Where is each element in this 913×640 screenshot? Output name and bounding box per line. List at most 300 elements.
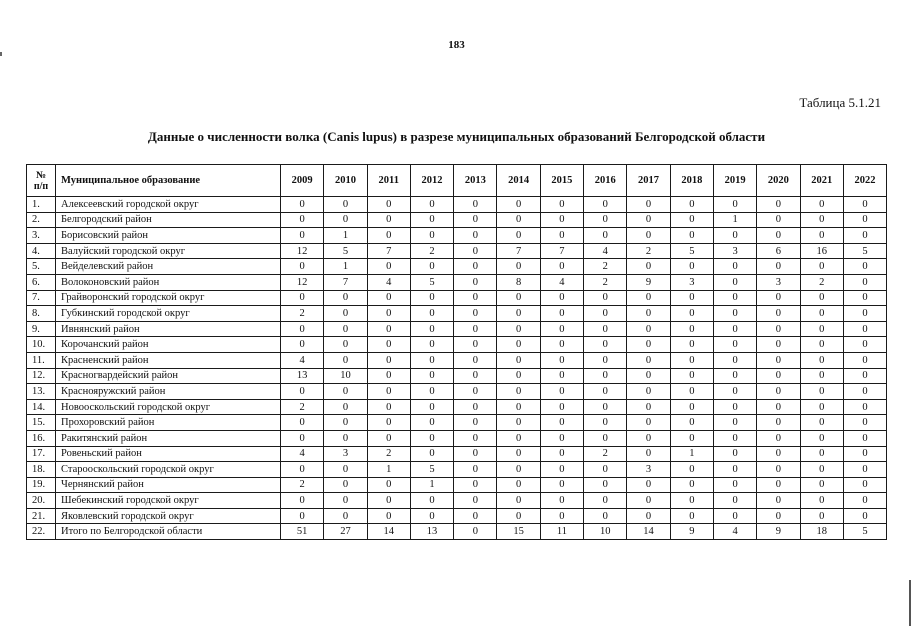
- row-value: 0: [410, 228, 453, 244]
- row-value: 0: [843, 399, 886, 415]
- row-value: 0: [410, 493, 453, 509]
- row-value: 0: [497, 477, 540, 493]
- row-value: 0: [800, 384, 843, 400]
- row-number: 17.: [27, 446, 56, 462]
- table-row: [27, 524, 887, 540]
- row-value: 9: [670, 524, 713, 540]
- row-value: 4: [540, 274, 583, 290]
- row-value: 0: [410, 337, 453, 353]
- row-value: 0: [843, 290, 886, 306]
- row-value: 0: [627, 306, 670, 322]
- row-value: 0: [627, 446, 670, 462]
- row-value: 0: [843, 493, 886, 509]
- row-value: 51: [281, 524, 324, 540]
- row-value: 0: [713, 446, 756, 462]
- row-value: 0: [454, 493, 497, 509]
- row-value: 0: [367, 228, 410, 244]
- row-value: 0: [843, 274, 886, 290]
- row-value: 0: [281, 337, 324, 353]
- row-municipality: Ракитянский район: [56, 430, 281, 446]
- row-value: 2: [281, 306, 324, 322]
- table-row: [27, 399, 887, 415]
- row-value: 0: [713, 430, 756, 446]
- row-value: 0: [627, 337, 670, 353]
- row-value: 5: [670, 243, 713, 259]
- row-value: 0: [670, 384, 713, 400]
- row-value: 0: [670, 399, 713, 415]
- row-number: 1.: [27, 197, 56, 213]
- row-number: 13.: [27, 384, 56, 400]
- row-value: 0: [367, 368, 410, 384]
- row-value: 0: [324, 212, 367, 228]
- header-municipality: Муниципальное образование: [56, 165, 281, 197]
- row-value: 0: [627, 352, 670, 368]
- row-value: 0: [713, 462, 756, 478]
- row-value: 9: [757, 524, 800, 540]
- table-row: [27, 477, 887, 493]
- row-value: 0: [627, 228, 670, 244]
- table-row: [27, 259, 887, 275]
- row-value: 0: [497, 337, 540, 353]
- row-value: 0: [713, 259, 756, 275]
- row-value: 0: [757, 462, 800, 478]
- row-value: 2: [584, 274, 627, 290]
- table-row: [27, 337, 887, 353]
- row-value: 0: [584, 493, 627, 509]
- row-value: 2: [800, 274, 843, 290]
- row-municipality: Ровеньский район: [56, 446, 281, 462]
- row-value: 0: [540, 212, 583, 228]
- row-value: 0: [713, 337, 756, 353]
- row-value: 0: [584, 212, 627, 228]
- row-value: 0: [800, 197, 843, 213]
- row-value: 0: [800, 212, 843, 228]
- row-number: 22.: [27, 524, 56, 540]
- row-value: 0: [627, 508, 670, 524]
- row-value: 0: [584, 197, 627, 213]
- scan-artifact-left: [0, 52, 2, 56]
- row-value: 0: [843, 430, 886, 446]
- row-value: 0: [454, 352, 497, 368]
- row-value: 0: [367, 477, 410, 493]
- row-value: 0: [454, 228, 497, 244]
- row-value: 0: [367, 508, 410, 524]
- row-value: 0: [670, 508, 713, 524]
- header-year: 2010: [324, 165, 367, 197]
- row-value: 4: [281, 352, 324, 368]
- row-number: 4.: [27, 243, 56, 259]
- row-municipality: Шебекинский городской округ: [56, 493, 281, 509]
- row-number: 18.: [27, 462, 56, 478]
- table-row: [27, 446, 887, 462]
- row-value: 0: [281, 212, 324, 228]
- row-value: 0: [757, 399, 800, 415]
- row-municipality: Красногвардейский район: [56, 368, 281, 384]
- row-value: 0: [367, 430, 410, 446]
- row-value: 0: [281, 290, 324, 306]
- row-value: 0: [757, 430, 800, 446]
- row-value: 3: [324, 446, 367, 462]
- row-value: 0: [713, 508, 756, 524]
- row-value: 0: [584, 368, 627, 384]
- row-municipality: Белгородский район: [56, 212, 281, 228]
- header-year: 2021: [800, 165, 843, 197]
- row-value: 0: [800, 493, 843, 509]
- row-value: 0: [324, 321, 367, 337]
- row-municipality: Итого по Белгородской области: [56, 524, 281, 540]
- row-value: 7: [324, 274, 367, 290]
- row-value: 0: [540, 290, 583, 306]
- row-value: 0: [670, 306, 713, 322]
- row-value: 0: [713, 274, 756, 290]
- row-value: 0: [281, 384, 324, 400]
- header-year: 2018: [670, 165, 713, 197]
- row-value: 0: [584, 415, 627, 431]
- row-municipality: Яковлевский городской округ: [56, 508, 281, 524]
- row-value: 0: [540, 446, 583, 462]
- row-value: 0: [843, 415, 886, 431]
- row-value: 0: [843, 321, 886, 337]
- row-value: 0: [281, 321, 324, 337]
- row-value: 0: [497, 493, 540, 509]
- row-municipality: Чернянский район: [56, 477, 281, 493]
- row-value: 0: [367, 290, 410, 306]
- row-municipality: Старооскольский городской округ: [56, 462, 281, 478]
- row-number: 15.: [27, 415, 56, 431]
- row-value: 0: [281, 228, 324, 244]
- row-value: 0: [713, 399, 756, 415]
- table-row: [27, 290, 887, 306]
- row-value: 7: [540, 243, 583, 259]
- row-value: 0: [757, 446, 800, 462]
- row-value: 0: [800, 508, 843, 524]
- row-value: 0: [540, 384, 583, 400]
- row-value: 0: [367, 399, 410, 415]
- row-value: 0: [843, 228, 886, 244]
- row-value: 0: [627, 477, 670, 493]
- row-value: 10: [584, 524, 627, 540]
- row-value: 0: [713, 197, 756, 213]
- row-value: 0: [540, 430, 583, 446]
- row-value: 0: [843, 212, 886, 228]
- row-value: 0: [757, 368, 800, 384]
- header-year: 2017: [627, 165, 670, 197]
- row-value: 0: [670, 430, 713, 446]
- row-value: 0: [627, 212, 670, 228]
- row-number: 7.: [27, 290, 56, 306]
- row-value: 0: [324, 477, 367, 493]
- row-value: 0: [367, 337, 410, 353]
- row-value: 0: [367, 306, 410, 322]
- row-value: 0: [540, 462, 583, 478]
- header-number-line2: п/п: [33, 180, 49, 192]
- table-body: [27, 197, 887, 540]
- row-value: 3: [670, 274, 713, 290]
- row-value: 0: [627, 384, 670, 400]
- row-value: 0: [454, 430, 497, 446]
- row-value: 3: [757, 274, 800, 290]
- row-value: 0: [800, 337, 843, 353]
- table-row: [27, 228, 887, 244]
- row-value: 0: [713, 477, 756, 493]
- row-value: 0: [800, 399, 843, 415]
- row-value: 0: [454, 243, 497, 259]
- row-value: 0: [367, 321, 410, 337]
- row-value: 0: [540, 352, 583, 368]
- row-value: 0: [454, 337, 497, 353]
- table-row: [27, 274, 887, 290]
- row-value: 0: [410, 384, 453, 400]
- row-value: 0: [410, 290, 453, 306]
- row-value: 0: [627, 493, 670, 509]
- row-value: 0: [281, 508, 324, 524]
- row-value: 0: [627, 368, 670, 384]
- row-value: 0: [410, 197, 453, 213]
- row-value: 0: [540, 415, 583, 431]
- row-value: 0: [324, 493, 367, 509]
- row-municipality: Губкинский городской округ: [56, 306, 281, 322]
- table-caption: Таблица 5.1.21: [799, 95, 881, 110]
- row-value: 0: [497, 352, 540, 368]
- row-value: 0: [324, 399, 367, 415]
- row-value: 12: [281, 243, 324, 259]
- row-value: 0: [497, 228, 540, 244]
- row-value: 0: [584, 228, 627, 244]
- row-value: 13: [410, 524, 453, 540]
- row-value: 0: [800, 462, 843, 478]
- row-value: 2: [281, 399, 324, 415]
- row-value: 0: [454, 462, 497, 478]
- row-value: 0: [540, 197, 583, 213]
- row-value: 0: [670, 228, 713, 244]
- row-value: 0: [454, 477, 497, 493]
- row-value: 5: [324, 243, 367, 259]
- row-number: 10.: [27, 337, 56, 353]
- table-row: [27, 197, 887, 213]
- row-value: 0: [410, 259, 453, 275]
- row-value: 0: [324, 415, 367, 431]
- row-value: 0: [410, 212, 453, 228]
- row-value: 0: [324, 306, 367, 322]
- header-number-line1: №: [35, 169, 47, 181]
- row-value: 0: [670, 259, 713, 275]
- row-value: 0: [497, 446, 540, 462]
- row-value: 0: [454, 399, 497, 415]
- row-value: 0: [627, 259, 670, 275]
- row-value: 0: [627, 197, 670, 213]
- row-value: 0: [800, 259, 843, 275]
- header-year: 2013: [454, 165, 497, 197]
- row-value: 0: [410, 321, 453, 337]
- row-municipality: Краснояружский район: [56, 384, 281, 400]
- row-number: 21.: [27, 508, 56, 524]
- row-value: 0: [627, 399, 670, 415]
- row-value: 27: [324, 524, 367, 540]
- row-value: 0: [800, 368, 843, 384]
- table-row: [27, 508, 887, 524]
- row-value: 0: [324, 508, 367, 524]
- row-value: 0: [800, 477, 843, 493]
- row-value: 2: [584, 446, 627, 462]
- row-value: 9: [627, 274, 670, 290]
- row-value: 0: [757, 321, 800, 337]
- row-value: 0: [497, 306, 540, 322]
- row-value: 2: [281, 477, 324, 493]
- row-value: 0: [757, 415, 800, 431]
- row-value: 5: [410, 462, 453, 478]
- row-value: 12: [281, 274, 324, 290]
- row-value: 0: [410, 368, 453, 384]
- row-value: 0: [584, 290, 627, 306]
- row-value: 0: [540, 228, 583, 244]
- row-municipality: Новооскольский городской округ: [56, 399, 281, 415]
- table-header-row: [27, 165, 887, 197]
- header-year: 2012: [410, 165, 453, 197]
- row-value: 0: [281, 259, 324, 275]
- row-value: 0: [670, 352, 713, 368]
- row-value: 0: [324, 197, 367, 213]
- row-value: 0: [800, 446, 843, 462]
- row-value: 0: [454, 368, 497, 384]
- row-value: 0: [843, 197, 886, 213]
- header-year: 2020: [757, 165, 800, 197]
- row-value: 10: [324, 368, 367, 384]
- row-value: 1: [324, 228, 367, 244]
- row-value: 18: [800, 524, 843, 540]
- row-value: 0: [454, 321, 497, 337]
- row-value: 0: [627, 430, 670, 446]
- row-value: 0: [713, 290, 756, 306]
- row-value: 0: [497, 197, 540, 213]
- row-value: 0: [540, 337, 583, 353]
- header-number: [27, 165, 56, 197]
- row-value: 0: [713, 384, 756, 400]
- row-value: 2: [367, 446, 410, 462]
- header-year: 2014: [497, 165, 540, 197]
- row-value: 0: [757, 290, 800, 306]
- row-value: 0: [324, 337, 367, 353]
- row-value: 1: [410, 477, 453, 493]
- row-municipality: Грайворонский городской округ: [56, 290, 281, 306]
- row-municipality: Борисовский район: [56, 228, 281, 244]
- row-value: 0: [670, 290, 713, 306]
- table-row: [27, 212, 887, 228]
- row-value: 4: [584, 243, 627, 259]
- row-value: 0: [713, 368, 756, 384]
- row-value: 0: [367, 197, 410, 213]
- row-value: 0: [497, 321, 540, 337]
- row-value: 0: [281, 197, 324, 213]
- header-year: 2011: [367, 165, 410, 197]
- row-value: 0: [757, 508, 800, 524]
- row-value: 0: [757, 337, 800, 353]
- row-value: 4: [713, 524, 756, 540]
- row-number: 16.: [27, 430, 56, 446]
- row-value: 0: [324, 430, 367, 446]
- row-value: 0: [800, 228, 843, 244]
- row-value: 0: [843, 259, 886, 275]
- row-value: 0: [713, 228, 756, 244]
- row-value: 0: [367, 415, 410, 431]
- row-value: 0: [757, 212, 800, 228]
- row-value: 0: [670, 321, 713, 337]
- row-number: 19.: [27, 477, 56, 493]
- row-value: 0: [410, 508, 453, 524]
- wolf-population-table: [26, 164, 887, 540]
- row-value: 1: [367, 462, 410, 478]
- row-value: 0: [584, 399, 627, 415]
- row-municipality: Корочанский район: [56, 337, 281, 353]
- row-value: 0: [843, 384, 886, 400]
- row-value: 0: [497, 430, 540, 446]
- table-row: [27, 430, 887, 446]
- row-value: 0: [800, 352, 843, 368]
- row-value: 0: [800, 430, 843, 446]
- row-value: 0: [410, 399, 453, 415]
- table-row: [27, 384, 887, 400]
- row-municipality: Ивнянский район: [56, 321, 281, 337]
- row-value: 0: [757, 352, 800, 368]
- row-value: 0: [757, 493, 800, 509]
- row-number: 6.: [27, 274, 56, 290]
- row-value: 0: [497, 259, 540, 275]
- row-value: 16: [800, 243, 843, 259]
- row-value: 0: [584, 477, 627, 493]
- scan-artifact-right: [909, 580, 911, 626]
- row-value: 0: [367, 212, 410, 228]
- row-value: 0: [713, 352, 756, 368]
- row-municipality: Валуйский городской округ: [56, 243, 281, 259]
- row-value: 0: [540, 321, 583, 337]
- page-number: 183: [448, 39, 465, 51]
- row-value: 0: [670, 462, 713, 478]
- row-value: 0: [540, 399, 583, 415]
- table-row: [27, 415, 887, 431]
- row-value: 0: [627, 290, 670, 306]
- row-value: 0: [454, 415, 497, 431]
- row-value: 4: [367, 274, 410, 290]
- row-value: 0: [800, 290, 843, 306]
- table-row: [27, 493, 887, 509]
- row-value: 3: [627, 462, 670, 478]
- row-value: 0: [757, 306, 800, 322]
- row-value: 0: [540, 306, 583, 322]
- row-value: 0: [324, 290, 367, 306]
- row-value: 0: [454, 306, 497, 322]
- row-value: 0: [454, 212, 497, 228]
- row-value: 7: [367, 243, 410, 259]
- header-year: 2015: [540, 165, 583, 197]
- row-value: 0: [584, 384, 627, 400]
- row-value: 0: [497, 212, 540, 228]
- row-value: 0: [540, 493, 583, 509]
- header-year: 2016: [584, 165, 627, 197]
- document-title: Данные о численности волка (Canis lupus) в разрезе муниципальных образований Белгородской области: [147, 129, 766, 144]
- row-value: 6: [757, 243, 800, 259]
- header-year: 2022: [843, 165, 886, 197]
- row-value: 4: [281, 446, 324, 462]
- row-value: 0: [497, 508, 540, 524]
- row-value: 0: [800, 306, 843, 322]
- row-value: 13: [281, 368, 324, 384]
- row-value: 0: [540, 368, 583, 384]
- row-value: 0: [367, 352, 410, 368]
- row-value: 0: [670, 415, 713, 431]
- row-municipality: Вейделевский район: [56, 259, 281, 275]
- table-row: [27, 243, 887, 259]
- row-value: 0: [584, 462, 627, 478]
- row-value: 8: [497, 274, 540, 290]
